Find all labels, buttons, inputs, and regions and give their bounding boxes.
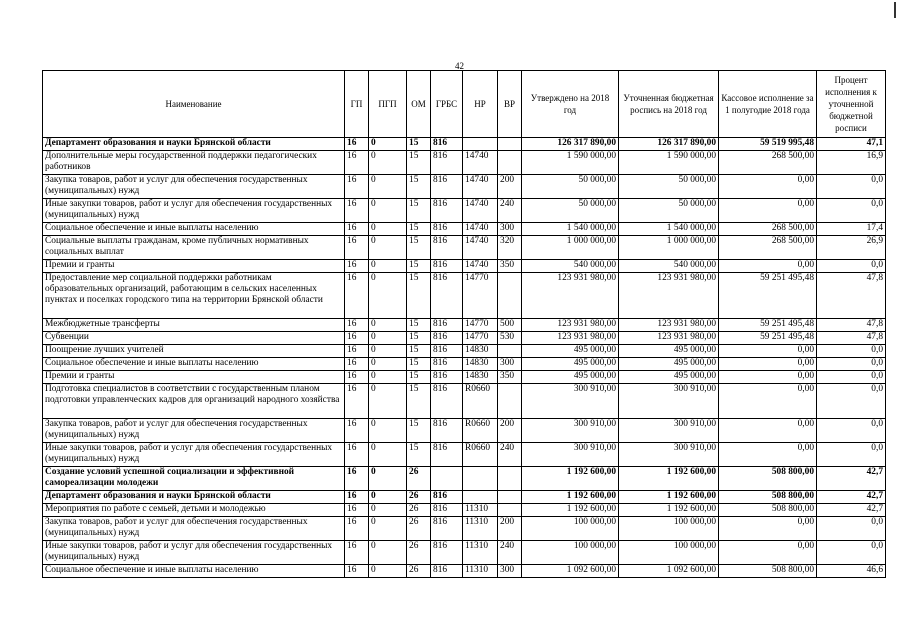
cell-vr	[498, 491, 522, 504]
col-header-percent: Процент исполнения к уточненной бюджетной росписи	[817, 71, 886, 138]
cell-gp: 16	[345, 358, 369, 371]
cell-vr	[498, 151, 522, 175]
cell-approved: 300 910,00	[522, 419, 619, 443]
cell-vr	[498, 345, 522, 358]
cell-approved: 100 000,00	[522, 541, 619, 565]
cell-grbs	[431, 467, 463, 491]
cell-cash: 0,00	[719, 384, 817, 419]
cell-refined: 123 931 980,00	[619, 332, 719, 345]
cell-vr: 200	[498, 419, 522, 443]
col-header-np: НР	[463, 71, 498, 138]
cell-refined: 100 000,00	[619, 541, 719, 565]
cell-om: 15	[407, 443, 431, 467]
cell-np: R0660	[463, 419, 498, 443]
header-row	[43, 71, 886, 138]
table-row	[43, 419, 886, 443]
cell-ppgp: 0	[369, 260, 407, 273]
cell-ppgp: 0	[369, 419, 407, 443]
col-header-om: ОМ	[407, 71, 431, 138]
cell-name: Предоставление мер социальной поддержки работникам образовательных организаций, работающим в сельских населенных пунктах и поселках городского типа на территории Брянской области	[43, 273, 345, 319]
budget-execution-table	[42, 70, 886, 578]
cell-cash: 268 500,00	[719, 223, 817, 236]
cell-gp: 16	[345, 541, 369, 565]
cell-grbs: 816	[431, 319, 463, 332]
cell-np: 11310	[463, 504, 498, 517]
cell-ppgp: 0	[369, 151, 407, 175]
cell-cash: 508 800,00	[719, 504, 817, 517]
cell-cash: 0,00	[719, 443, 817, 467]
cell-approved: 495 000,00	[522, 345, 619, 358]
cell-approved: 123 931 980,00	[522, 319, 619, 332]
cell-refined: 495 000,00	[619, 358, 719, 371]
cell-cash: 0,00	[719, 345, 817, 358]
cell-percent: 0,0	[817, 419, 886, 443]
cell-approved: 50 000,00	[522, 175, 619, 199]
cell-gp: 16	[345, 565, 369, 578]
cell-percent: 0,0	[817, 384, 886, 419]
cell-np	[463, 138, 498, 151]
cell-name: Дополнительные меры государственной поддержки педагогических работников	[43, 151, 345, 175]
cell-grbs: 816	[431, 517, 463, 541]
cell-ppgp: 0	[369, 467, 407, 491]
cell-refined: 1 590 000,00	[619, 151, 719, 175]
cell-vr: 200	[498, 517, 522, 541]
table-row	[43, 319, 886, 332]
cell-approved: 1 540 000,00	[522, 223, 619, 236]
cell-ppgp: 0	[369, 223, 407, 236]
cell-approved: 100 000,00	[522, 517, 619, 541]
cell-percent: 0,0	[817, 175, 886, 199]
cell-refined: 50 000,00	[619, 199, 719, 223]
cell-gp: 16	[345, 199, 369, 223]
cell-refined: 100 000,00	[619, 517, 719, 541]
table-row	[43, 467, 886, 491]
cell-name: Иные закупки товаров, работ и услуг для обеспечения государственных (муниципальных) нужд	[43, 443, 345, 467]
cell-om: 26	[407, 504, 431, 517]
cell-percent: 42,7	[817, 491, 886, 504]
cell-refined: 300 910,00	[619, 443, 719, 467]
col-header-gp: ГП	[345, 71, 369, 138]
cell-np: 11310	[463, 517, 498, 541]
cell-grbs: 816	[431, 236, 463, 260]
cell-refined: 50 000,00	[619, 175, 719, 199]
cell-approved: 540 000,00	[522, 260, 619, 273]
cell-name: Социальное обеспечение и иные выплаты населению	[43, 223, 345, 236]
cell-percent: 26,9	[817, 236, 886, 260]
cell-om: 15	[407, 358, 431, 371]
cell-percent: 0,0	[817, 517, 886, 541]
cell-np: 14740	[463, 199, 498, 223]
cell-approved: 1 192 600,00	[522, 504, 619, 517]
cell-vr	[498, 467, 522, 491]
table-row	[43, 175, 886, 199]
cell-refined: 300 910,00	[619, 384, 719, 419]
cell-om: 15	[407, 223, 431, 236]
cell-percent: 47,8	[817, 319, 886, 332]
cell-vr	[498, 273, 522, 319]
cell-ppgp: 0	[369, 319, 407, 332]
cell-om: 15	[407, 175, 431, 199]
cell-ppgp: 0	[369, 138, 407, 151]
table-row	[43, 151, 886, 175]
cell-om: 15	[407, 319, 431, 332]
cell-name: Социальное обеспечение и иные выплаты населению	[43, 358, 345, 371]
cell-refined: 1 192 600,00	[619, 504, 719, 517]
cell-cash: 0,00	[719, 371, 817, 384]
cell-ppgp: 0	[369, 332, 407, 345]
cell-cash: 0,00	[719, 358, 817, 371]
col-header-ppgp: ПГП	[369, 71, 407, 138]
cell-ppgp: 0	[369, 175, 407, 199]
cell-grbs: 816	[431, 175, 463, 199]
cell-refined: 1 192 600,00	[619, 491, 719, 504]
cell-vr: 200	[498, 175, 522, 199]
col-header-vr: ВР	[498, 71, 522, 138]
cell-percent: 16,9	[817, 151, 886, 175]
cell-refined: 300 910,00	[619, 419, 719, 443]
cell-ppgp: 0	[369, 504, 407, 517]
cell-refined: 495 000,00	[619, 371, 719, 384]
cell-np: 14770	[463, 319, 498, 332]
cell-om: 15	[407, 419, 431, 443]
cell-gp: 16	[345, 384, 369, 419]
cell-cash: 0,00	[719, 541, 817, 565]
cell-name: Премии и гранты	[43, 260, 345, 273]
cell-vr: 320	[498, 236, 522, 260]
cell-gp: 16	[345, 223, 369, 236]
cell-cash: 508 800,00	[719, 467, 817, 491]
cell-name: Закупка товаров, работ и услуг для обеспечения государственных (муниципальных) нужд	[43, 175, 345, 199]
cell-np: 14830	[463, 371, 498, 384]
cell-percent: 47,8	[817, 332, 886, 345]
col-header-name: Наименование	[43, 71, 345, 138]
cell-vr: 350	[498, 371, 522, 384]
cell-om: 26	[407, 517, 431, 541]
cell-ppgp: 0	[369, 517, 407, 541]
cell-percent: 0,0	[817, 260, 886, 273]
cell-approved: 300 910,00	[522, 443, 619, 467]
cell-np: 14830	[463, 345, 498, 358]
cell-gp: 16	[345, 467, 369, 491]
cell-name: Субвенции	[43, 332, 345, 345]
col-header-approved: Утверждено на 2018 год	[522, 71, 619, 138]
table-row	[43, 273, 886, 319]
cell-name: Иные закупки товаров, работ и услуг для обеспечения государственных (муниципальных) нужд	[43, 541, 345, 565]
cell-refined: 1 092 600,00	[619, 565, 719, 578]
cell-np: 14770	[463, 273, 498, 319]
cell-name: Поощрение лучших учителей	[43, 345, 345, 358]
cell-vr: 240	[498, 199, 522, 223]
cell-om: 15	[407, 151, 431, 175]
cell-gp: 16	[345, 443, 369, 467]
cell-ppgp: 0	[369, 565, 407, 578]
cell-name: Социальное обеспечение и иные выплаты населению	[43, 565, 345, 578]
cell-vr	[498, 504, 522, 517]
cell-gp: 16	[345, 371, 369, 384]
cell-om: 15	[407, 345, 431, 358]
cell-vr: 300	[498, 358, 522, 371]
cell-vr	[498, 384, 522, 419]
cell-ppgp: 0	[369, 443, 407, 467]
cell-om: 15	[407, 332, 431, 345]
cell-approved: 1 590 000,00	[522, 151, 619, 175]
cell-approved: 495 000,00	[522, 371, 619, 384]
table-row	[43, 517, 886, 541]
scan-edge-mark	[894, 2, 896, 18]
cell-gp: 16	[345, 419, 369, 443]
table-row	[43, 371, 886, 384]
cell-om: 26	[407, 491, 431, 504]
cell-cash: 0,00	[719, 419, 817, 443]
cell-percent: 0,0	[817, 541, 886, 565]
cell-ppgp: 0	[369, 541, 407, 565]
cell-grbs: 816	[431, 565, 463, 578]
table-row	[43, 345, 886, 358]
cell-cash: 59 251 495,48	[719, 273, 817, 319]
cell-om: 15	[407, 371, 431, 384]
cell-name: Создание условий успешной социализации и эффективной самореализации молодежи	[43, 467, 345, 491]
cell-refined: 1 192 600,00	[619, 467, 719, 491]
table-row	[43, 384, 886, 419]
table-row	[43, 565, 886, 578]
cell-refined: 1 540 000,00	[619, 223, 719, 236]
cell-ppgp: 0	[369, 371, 407, 384]
cell-percent: 0,0	[817, 443, 886, 467]
cell-gp: 16	[345, 175, 369, 199]
table-row	[43, 443, 886, 467]
cell-percent: 0,0	[817, 371, 886, 384]
cell-np: R0660	[463, 443, 498, 467]
cell-approved: 50 000,00	[522, 199, 619, 223]
cell-np: 14740	[463, 175, 498, 199]
cell-name: Подготовка специалистов в соответствии с государственным планом подготовки управленческих кадров для организаций народного хозяйства	[43, 384, 345, 419]
cell-om: 26	[407, 565, 431, 578]
cell-np: 14740	[463, 236, 498, 260]
cell-np: 11310	[463, 541, 498, 565]
cell-refined: 1 000 000,00	[619, 236, 719, 260]
cell-gp: 16	[345, 151, 369, 175]
cell-cash: 268 500,00	[719, 236, 817, 260]
cell-name: Премии и гранты	[43, 371, 345, 384]
cell-cash: 0,00	[719, 175, 817, 199]
cell-vr: 350	[498, 260, 522, 273]
cell-grbs: 816	[431, 138, 463, 151]
cell-om: 15	[407, 273, 431, 319]
cell-name: Закупка товаров, работ и услуг для обеспечения государственных (муниципальных) нужд	[43, 517, 345, 541]
cell-gp: 16	[345, 319, 369, 332]
cell-gp: 16	[345, 138, 369, 151]
cell-percent: 47,1	[817, 138, 886, 151]
cell-percent: 46,6	[817, 565, 886, 578]
cell-ppgp: 0	[369, 199, 407, 223]
cell-cash: 0,00	[719, 260, 817, 273]
cell-ppgp: 0	[369, 273, 407, 319]
cell-percent: 17,4	[817, 223, 886, 236]
table-row	[43, 236, 886, 260]
cell-percent: 0,0	[817, 345, 886, 358]
table-row	[43, 491, 886, 504]
cell-vr	[498, 138, 522, 151]
cell-np: 14740	[463, 151, 498, 175]
cell-name: Социальные выплаты гражданам, кроме публичных нормативных социальных выплат	[43, 236, 345, 260]
cell-grbs: 816	[431, 491, 463, 504]
cell-gp: 16	[345, 273, 369, 319]
cell-np: 14740	[463, 260, 498, 273]
cell-refined: 540 000,00	[619, 260, 719, 273]
cell-cash: 0,00	[719, 517, 817, 541]
cell-vr: 240	[498, 541, 522, 565]
cell-grbs: 816	[431, 358, 463, 371]
cell-ppgp: 0	[369, 384, 407, 419]
cell-approved: 126 317 890,00	[522, 138, 619, 151]
cell-om: 15	[407, 138, 431, 151]
cell-vr: 300	[498, 223, 522, 236]
cell-name: Межбюджетные трансферты	[43, 319, 345, 332]
cell-cash: 508 800,00	[719, 565, 817, 578]
cell-om: 26	[407, 541, 431, 565]
table-row	[43, 199, 886, 223]
cell-approved: 123 931 980,00	[522, 273, 619, 319]
cell-refined: 126 317 890,00	[619, 138, 719, 151]
table-row	[43, 541, 886, 565]
col-header-cash: Кассовое исполнение за 1 полугодие 2018 года	[719, 71, 817, 138]
cell-name: Иные закупки товаров, работ и услуг для обеспечения государственных (муниципальных) нужд	[43, 199, 345, 223]
table-body	[43, 138, 886, 578]
cell-grbs: 816	[431, 371, 463, 384]
cell-approved: 300 910,00	[522, 384, 619, 419]
cell-cash: 268 500,00	[719, 151, 817, 175]
col-header-refined: Уточненная бюджетная роспись на 2018 год	[619, 71, 719, 138]
col-header-grbs: ГРБС	[431, 71, 463, 138]
cell-grbs: 816	[431, 260, 463, 273]
cell-gp: 16	[345, 260, 369, 273]
cell-grbs: 816	[431, 151, 463, 175]
table-row	[43, 332, 886, 345]
cell-refined: 123 931 980,00	[619, 319, 719, 332]
cell-gp: 16	[345, 517, 369, 541]
cell-name: Департамент образования и науки Брянской области	[43, 491, 345, 504]
cell-approved: 1 192 600,00	[522, 467, 619, 491]
cell-gp: 16	[345, 332, 369, 345]
cell-np: 14770	[463, 332, 498, 345]
table-row	[43, 138, 886, 151]
cell-approved: 1 192 600,00	[522, 491, 619, 504]
table-row	[43, 260, 886, 273]
cell-np: R0660	[463, 384, 498, 419]
cell-np	[463, 467, 498, 491]
cell-cash: 0,00	[719, 199, 817, 223]
page-number: 42	[455, 61, 464, 71]
cell-ppgp: 0	[369, 358, 407, 371]
cell-vr: 240	[498, 443, 522, 467]
cell-gp: 16	[345, 504, 369, 517]
cell-name: Закупка товаров, работ и услуг для обеспечения государственных (муниципальных) нужд	[43, 419, 345, 443]
cell-gp: 16	[345, 236, 369, 260]
cell-om: 15	[407, 260, 431, 273]
cell-cash: 59 251 495,48	[719, 332, 817, 345]
cell-percent: 0,0	[817, 358, 886, 371]
cell-om: 26	[407, 467, 431, 491]
cell-approved: 1 000 000,00	[522, 236, 619, 260]
cell-np	[463, 491, 498, 504]
cell-gp: 16	[345, 491, 369, 504]
cell-grbs: 816	[431, 443, 463, 467]
cell-name: Департамент образования и науки Брянской области	[43, 138, 345, 151]
table-row	[43, 358, 886, 371]
cell-cash: 59 251 495,48	[719, 319, 817, 332]
cell-grbs: 816	[431, 273, 463, 319]
cell-grbs: 816	[431, 199, 463, 223]
cell-gp: 16	[345, 345, 369, 358]
cell-name: Мероприятия по работе с семьей, детьми и молодежью	[43, 504, 345, 517]
cell-np: 11310	[463, 565, 498, 578]
cell-om: 15	[407, 384, 431, 419]
cell-vr: 300	[498, 565, 522, 578]
cell-grbs: 816	[431, 419, 463, 443]
cell-percent: 42,7	[817, 504, 886, 517]
cell-grbs: 816	[431, 541, 463, 565]
cell-ppgp: 0	[369, 345, 407, 358]
cell-cash: 59 519 995,48	[719, 138, 817, 151]
cell-vr: 530	[498, 332, 522, 345]
cell-refined: 495 000,00	[619, 345, 719, 358]
cell-np: 14740	[463, 223, 498, 236]
cell-percent: 0,0	[817, 199, 886, 223]
cell-om: 15	[407, 236, 431, 260]
cell-approved: 495 000,00	[522, 358, 619, 371]
cell-vr: 500	[498, 319, 522, 332]
cell-ppgp: 0	[369, 491, 407, 504]
cell-percent: 42,7	[817, 467, 886, 491]
cell-percent: 47,8	[817, 273, 886, 319]
cell-grbs: 816	[431, 345, 463, 358]
table-row	[43, 223, 886, 236]
cell-approved: 1 092 600,00	[522, 565, 619, 578]
cell-ppgp: 0	[369, 236, 407, 260]
cell-grbs: 816	[431, 223, 463, 236]
cell-om: 15	[407, 199, 431, 223]
cell-approved: 123 931 980,00	[522, 332, 619, 345]
cell-grbs: 816	[431, 504, 463, 517]
cell-grbs: 816	[431, 384, 463, 419]
cell-np: 14830	[463, 358, 498, 371]
table-row	[43, 504, 886, 517]
cell-cash: 508 800,00	[719, 491, 817, 504]
cell-grbs: 816	[431, 332, 463, 345]
cell-refined: 123 931 980,00	[619, 273, 719, 319]
